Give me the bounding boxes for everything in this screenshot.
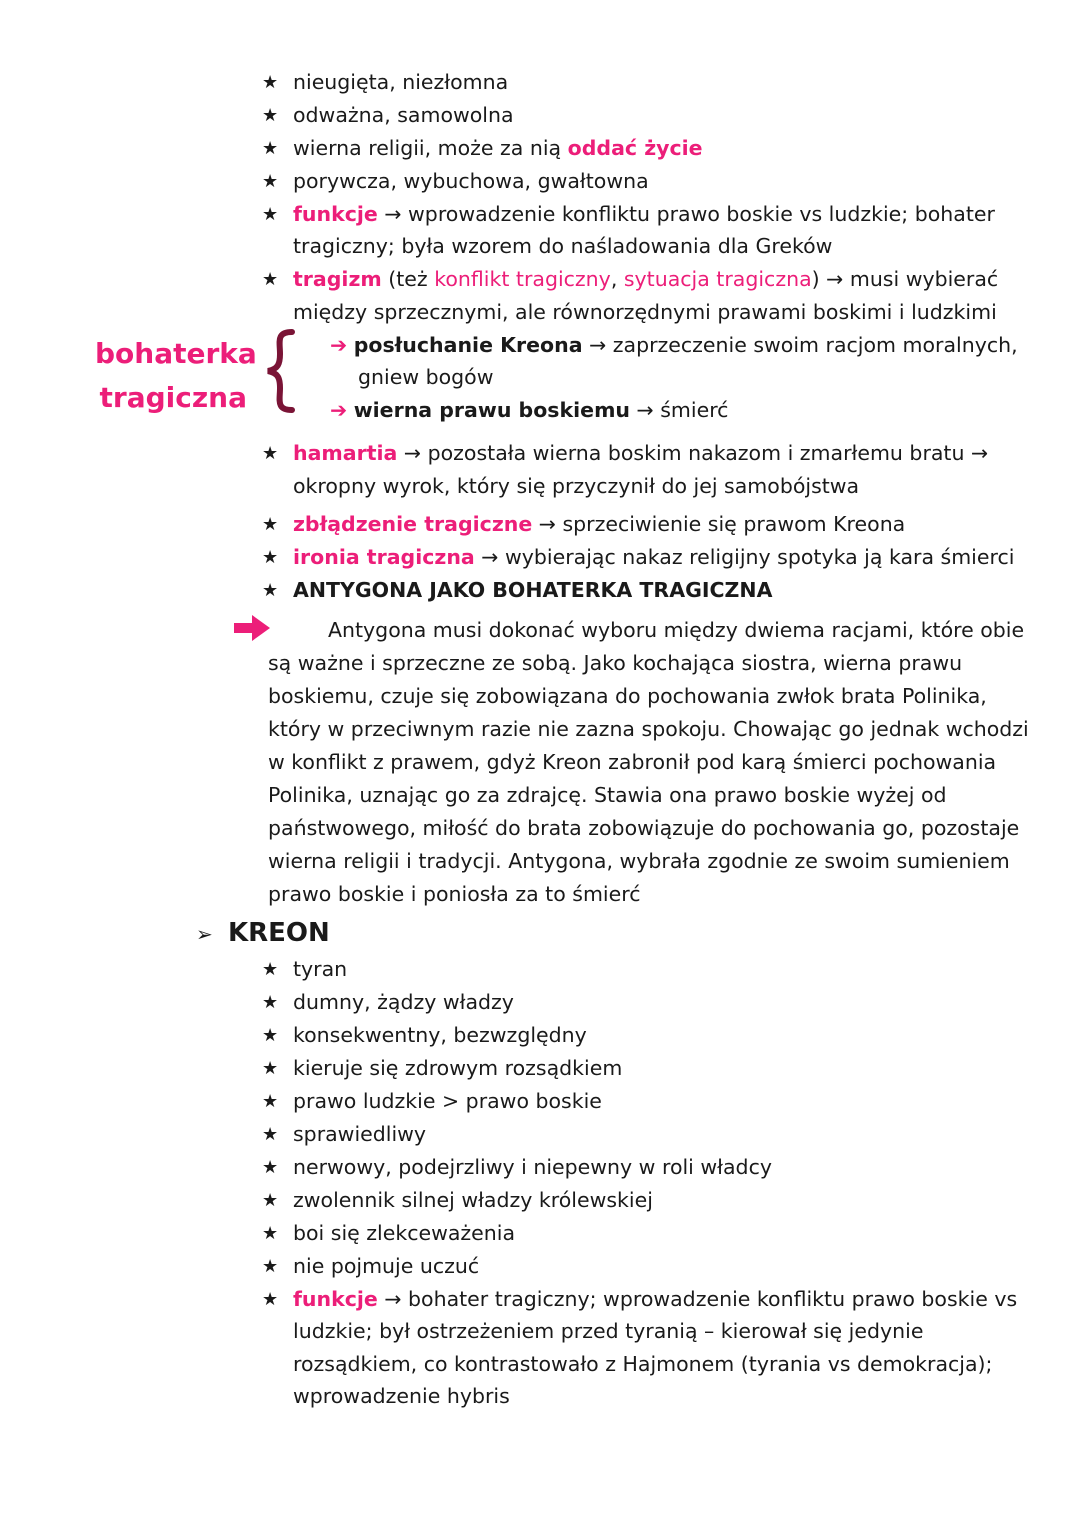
summary-paragraph: Antygona musi dokonać wyboru między dwiema racjami, które obie są ważne i sprzeczne ze sobą. Jako kochająca siostra, wierna prawu boskiemu, czuje się zobowiązana do pochowania zwłok brata Polinika, który w przeciwnym razie nie zazna spokoju. Chowając go jednak wchodzi w konflikt z prawem, gdyż Kreon zabronił pod karą śmierci pochowania Polinika, uznając go za zdrajcę. Stawia ona prawo boskie wyżej od państwowego, miłość do brata zobowiązuje do pochowania go, pozostaje wierna religii i tradycji. Antygona, wybrała zgodnie ze swoim sumieniem prawo boskie i poniosła za to śmierć xyxy=(268,618,1029,906)
pink-arrow-icon xyxy=(232,612,272,644)
side-label: bohaterka tragiczna xyxy=(95,337,257,414)
curly-brace-icon xyxy=(262,328,298,414)
functions-line-cont: rozsądkiem, co kontrastowało z Hajmonem (tyrania vs demokracja); xyxy=(293,1352,993,1376)
functions-line-cont: wprowadzenie hybris xyxy=(293,1384,510,1408)
star-bullet-icon: ★ xyxy=(262,1091,279,1112)
star-bullet-icon: ★ xyxy=(262,1124,279,1145)
star-bullet-icon: ★ xyxy=(262,204,279,225)
functions-line-cont: tragiczny; była wzorem do naśladowania dla Greków xyxy=(293,234,833,258)
trait-line: zwolennik silnej władzy królewskiej xyxy=(293,1188,653,1212)
hamartia-line-cont: okropny wyrok, który się przyczynił do jej samobójstwa xyxy=(293,474,860,498)
section-subheading: ANTYGONA JAKO BOHATERKA TRAGICZNA xyxy=(293,578,773,602)
star-bullet-icon: ★ xyxy=(262,269,279,290)
functions-line-cont: ludzkie; był ostrzeżeniem przed tyranią – kierował się jedynie xyxy=(293,1319,924,1343)
star-bullet-icon: ★ xyxy=(262,443,279,464)
trait-line: nie pojmuje uczuć xyxy=(293,1254,480,1278)
tragizm-line: tragizm (też konflikt tragiczny, sytuacja tragiczna) → musi wybierać xyxy=(293,267,999,291)
star-bullet-icon: ★ xyxy=(262,580,279,601)
trait-line: wierna religii, może za nią oddać życie xyxy=(293,136,703,160)
zbladzenie-line: zbłądzenie tragiczne → sprzeciwienie się prawom Kreona xyxy=(293,512,906,536)
choice-line: ➔ posłuchanie Kreona → zaprzeczenie swoim racjom moralnych, xyxy=(330,333,1018,357)
choice-line-cont: gniew bogów xyxy=(358,365,494,389)
star-bullet-icon: ★ xyxy=(262,514,279,535)
star-bullet-icon: ★ xyxy=(262,138,279,159)
star-bullet-icon: ★ xyxy=(262,1058,279,1079)
trait-line: nieugięta, niezłomna xyxy=(293,70,509,94)
trait-line: porywcza, wybuchowa, gwałtowna xyxy=(293,169,649,193)
pink-arrow-icon: ➔ xyxy=(330,398,348,422)
chevron-bullet-icon: ➢ xyxy=(196,922,213,946)
trait-line: konsekwentny, bezwzględny xyxy=(293,1023,587,1047)
trait-line: sprawiedliwy xyxy=(293,1122,427,1146)
trait-line: kieruje się zdrowym rozsądkiem xyxy=(293,1056,623,1080)
section-heading: KREON xyxy=(228,918,330,948)
functions-line: funkcje → bohater tragiczny; wprowadzenie konfliktu prawo boskie vs xyxy=(293,1287,1018,1311)
hamartia-line: hamartia → pozostała wierna boskim nakazom i zmarłemu bratu → xyxy=(293,441,989,465)
star-bullet-icon: ★ xyxy=(262,1190,279,1211)
star-bullet-icon: ★ xyxy=(262,1223,279,1244)
trait-line: odważna, samowolna xyxy=(293,103,514,127)
star-bullet-icon: ★ xyxy=(262,171,279,192)
star-bullet-icon: ★ xyxy=(262,105,279,126)
star-bullet-icon: ★ xyxy=(262,1289,279,1310)
choice-line: ➔ wierna prawu boskiemu → śmierć xyxy=(330,398,729,422)
star-bullet-icon: ★ xyxy=(262,1157,279,1178)
ironia-line: ironia tragiczna → wybierając nakaz religijny spotyka ją kara śmierci xyxy=(293,545,1015,569)
functions-line: funkcje → wprowadzenie konfliktu prawo boskie vs ludzkie; bohater xyxy=(293,202,995,226)
star-bullet-icon: ★ xyxy=(262,72,279,93)
trait-line: tyran xyxy=(293,957,348,981)
star-bullet-icon: ★ xyxy=(262,992,279,1013)
star-bullet-icon: ★ xyxy=(262,1025,279,1046)
star-bullet-icon: ★ xyxy=(262,959,279,980)
trait-line: nerwowy, podejrzliwy i niepewny w roli władcy xyxy=(293,1155,772,1179)
star-bullet-icon: ★ xyxy=(262,547,279,568)
trait-line: dumny, żądzy władzy xyxy=(293,990,514,1014)
trait-line: prawo ludzkie > prawo boskie xyxy=(293,1089,602,1113)
trait-line: boi się zlekceważenia xyxy=(293,1221,516,1245)
tragizm-line-cont: między sprzecznymi, ale równorzędnymi prawami boskimi i ludzkimi xyxy=(293,300,997,324)
pink-arrow-icon: ➔ xyxy=(330,333,348,357)
star-bullet-icon: ★ xyxy=(262,1256,279,1277)
